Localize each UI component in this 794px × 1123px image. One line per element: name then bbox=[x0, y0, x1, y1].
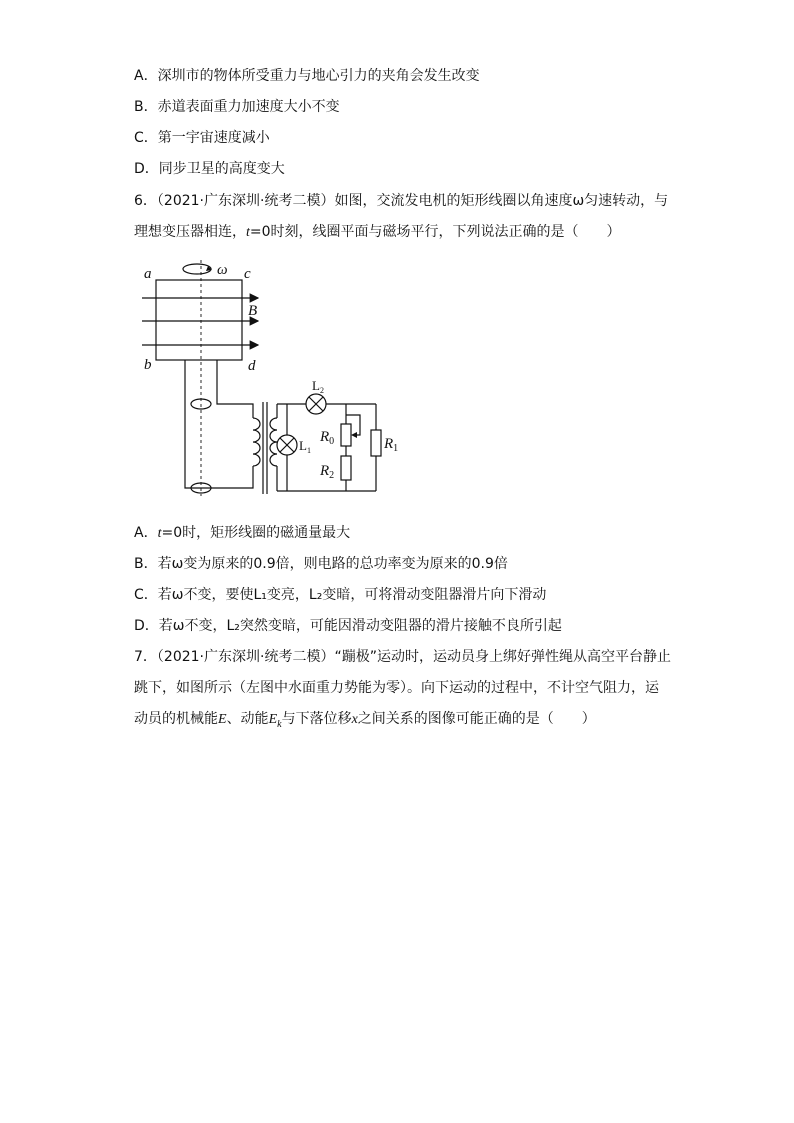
question-number: 6 bbox=[134, 193, 143, 209]
q6-option-b: B．若ω变为原来的0.9倍，则电路的总功率变为原来的0.9倍 bbox=[134, 556, 508, 572]
question-source: 2021·广东深圳·统考二模 bbox=[163, 649, 321, 665]
corner-label-b: b bbox=[144, 357, 152, 373]
option-text: 若ω不变，要使L₁变亮，L₂变暗，可将滑动变阻器滑片向下滑动 bbox=[157, 587, 547, 603]
generator-transformer-circuit-diagram bbox=[140, 258, 410, 498]
option-letter: A bbox=[134, 68, 144, 84]
q6-stem-line1: 6．（2021·广东深圳·统考二模）如图，交流发电机的矩形线圈以角速度ω匀速转动，与 bbox=[134, 193, 669, 209]
option-text: 第一宇宙速度减小 bbox=[157, 130, 270, 146]
q6-stem-line2 bbox=[134, 223, 621, 242]
q5-option-d: D．同步卫星的高度变大 bbox=[134, 161, 285, 177]
stem-text: 如图，交流发电机的矩形线圈以角速度ω匀速转动，与 bbox=[334, 193, 669, 209]
corner-label-d: d bbox=[248, 358, 256, 374]
q7-stem-line3 bbox=[134, 710, 596, 734]
rheostat-slider bbox=[346, 415, 360, 435]
stem-text: 理想变压器相连， bbox=[134, 224, 246, 240]
question-source: 2021·广东深圳·统考二模 bbox=[163, 193, 321, 209]
rectangular-coil bbox=[156, 280, 242, 360]
option-text: 同步卫星的高度变大 bbox=[158, 161, 285, 177]
stem-text: 之间关系的图像可能正确的是（ ） bbox=[357, 711, 596, 727]
q7-stem-line1: 7．（2021·广东深圳·统考二模）“蹦极”运动时，运动员身上绑好弹性绳从高空平台静止 bbox=[134, 649, 671, 665]
resistor-r2 bbox=[341, 456, 351, 480]
r0-label: $R_0$ bbox=[320, 429, 335, 447]
option-text: 赤道表面重力加速度大小不变 bbox=[157, 99, 340, 115]
stem-text: “蹦极”运动时，运动员身上绑好弹性绳从高空平台静止 bbox=[334, 649, 671, 665]
option-text: 深圳市的物体所受重力与地心引力的夹角会发生改变 bbox=[157, 68, 480, 84]
option-text: 若ω不变，L₂突然变暗，可能因滑动变阻器的滑片接触不良所引起 bbox=[158, 618, 562, 634]
displacement-symbol: x bbox=[351, 712, 358, 727]
question-number: 7 bbox=[134, 649, 143, 665]
rheostat-r0 bbox=[341, 424, 351, 446]
q6-option-c: C．若ω不变，要使L₁变亮，L₂变暗，可将滑动变阻器滑片向下滑动 bbox=[134, 587, 547, 603]
stem-text: 跳下，如图所示（左图中水面重力势能为零）。向下运动的过程中，不计空气阻力，运 bbox=[134, 680, 659, 696]
q5-option-b: B．赤道表面重力加速度大小不变 bbox=[134, 99, 340, 115]
stem-text: 、动能 bbox=[226, 711, 269, 727]
omega-label: ω bbox=[217, 262, 228, 278]
stem-text: 与下落位移 bbox=[281, 711, 352, 727]
option-letter: C bbox=[134, 130, 144, 146]
q6-option-a: A．t=0时，矩形线圈的磁通量最大 bbox=[134, 525, 351, 541]
time-symbol: t bbox=[246, 225, 250, 240]
kinetic-energy-symbol: E bbox=[268, 712, 278, 727]
field-label: B bbox=[248, 303, 258, 319]
r2-label: $R_2$ bbox=[320, 463, 335, 481]
option-letter: D bbox=[134, 161, 145, 177]
resistor-r1 bbox=[371, 430, 381, 456]
l2-label: $L_2$ bbox=[312, 378, 324, 395]
kinetic-energy-subscript: k bbox=[277, 718, 282, 730]
stem-text: =0时刻，线圈平面与磁场平行，下列说法正确的是（ ） bbox=[249, 224, 621, 240]
option-letter: B bbox=[134, 99, 144, 115]
stem-text: 动员的机械能 bbox=[134, 711, 218, 727]
r1-label: $R_1$ bbox=[384, 436, 399, 454]
secondary-winding bbox=[270, 418, 277, 466]
option-text: 若ω变为原来的0.9倍，则电路的总功率变为原来的0.9倍 bbox=[157, 556, 508, 572]
corner-label-c: c bbox=[244, 266, 251, 282]
q5-option-a: A．深圳市的物体所受重力与地心引力的夹角会发生改变 bbox=[134, 68, 480, 84]
q5-option-c: C．第一宇宙速度减小 bbox=[134, 130, 270, 146]
option-text: =0时，矩形线圈的磁通量最大 bbox=[161, 525, 351, 541]
primary-winding bbox=[253, 418, 260, 466]
energy-symbol: E bbox=[218, 712, 227, 727]
time-symbol: t bbox=[157, 526, 162, 541]
lead-wire bbox=[185, 360, 253, 488]
l1-label: $L_1$ bbox=[299, 438, 311, 455]
corner-label-a: a bbox=[144, 266, 152, 282]
q7-stem-line2 bbox=[134, 679, 659, 697]
q6-option-d: D．若ω不变，L₂突然变暗，可能因滑动变阻器的滑片接触不良所引起 bbox=[134, 618, 562, 634]
